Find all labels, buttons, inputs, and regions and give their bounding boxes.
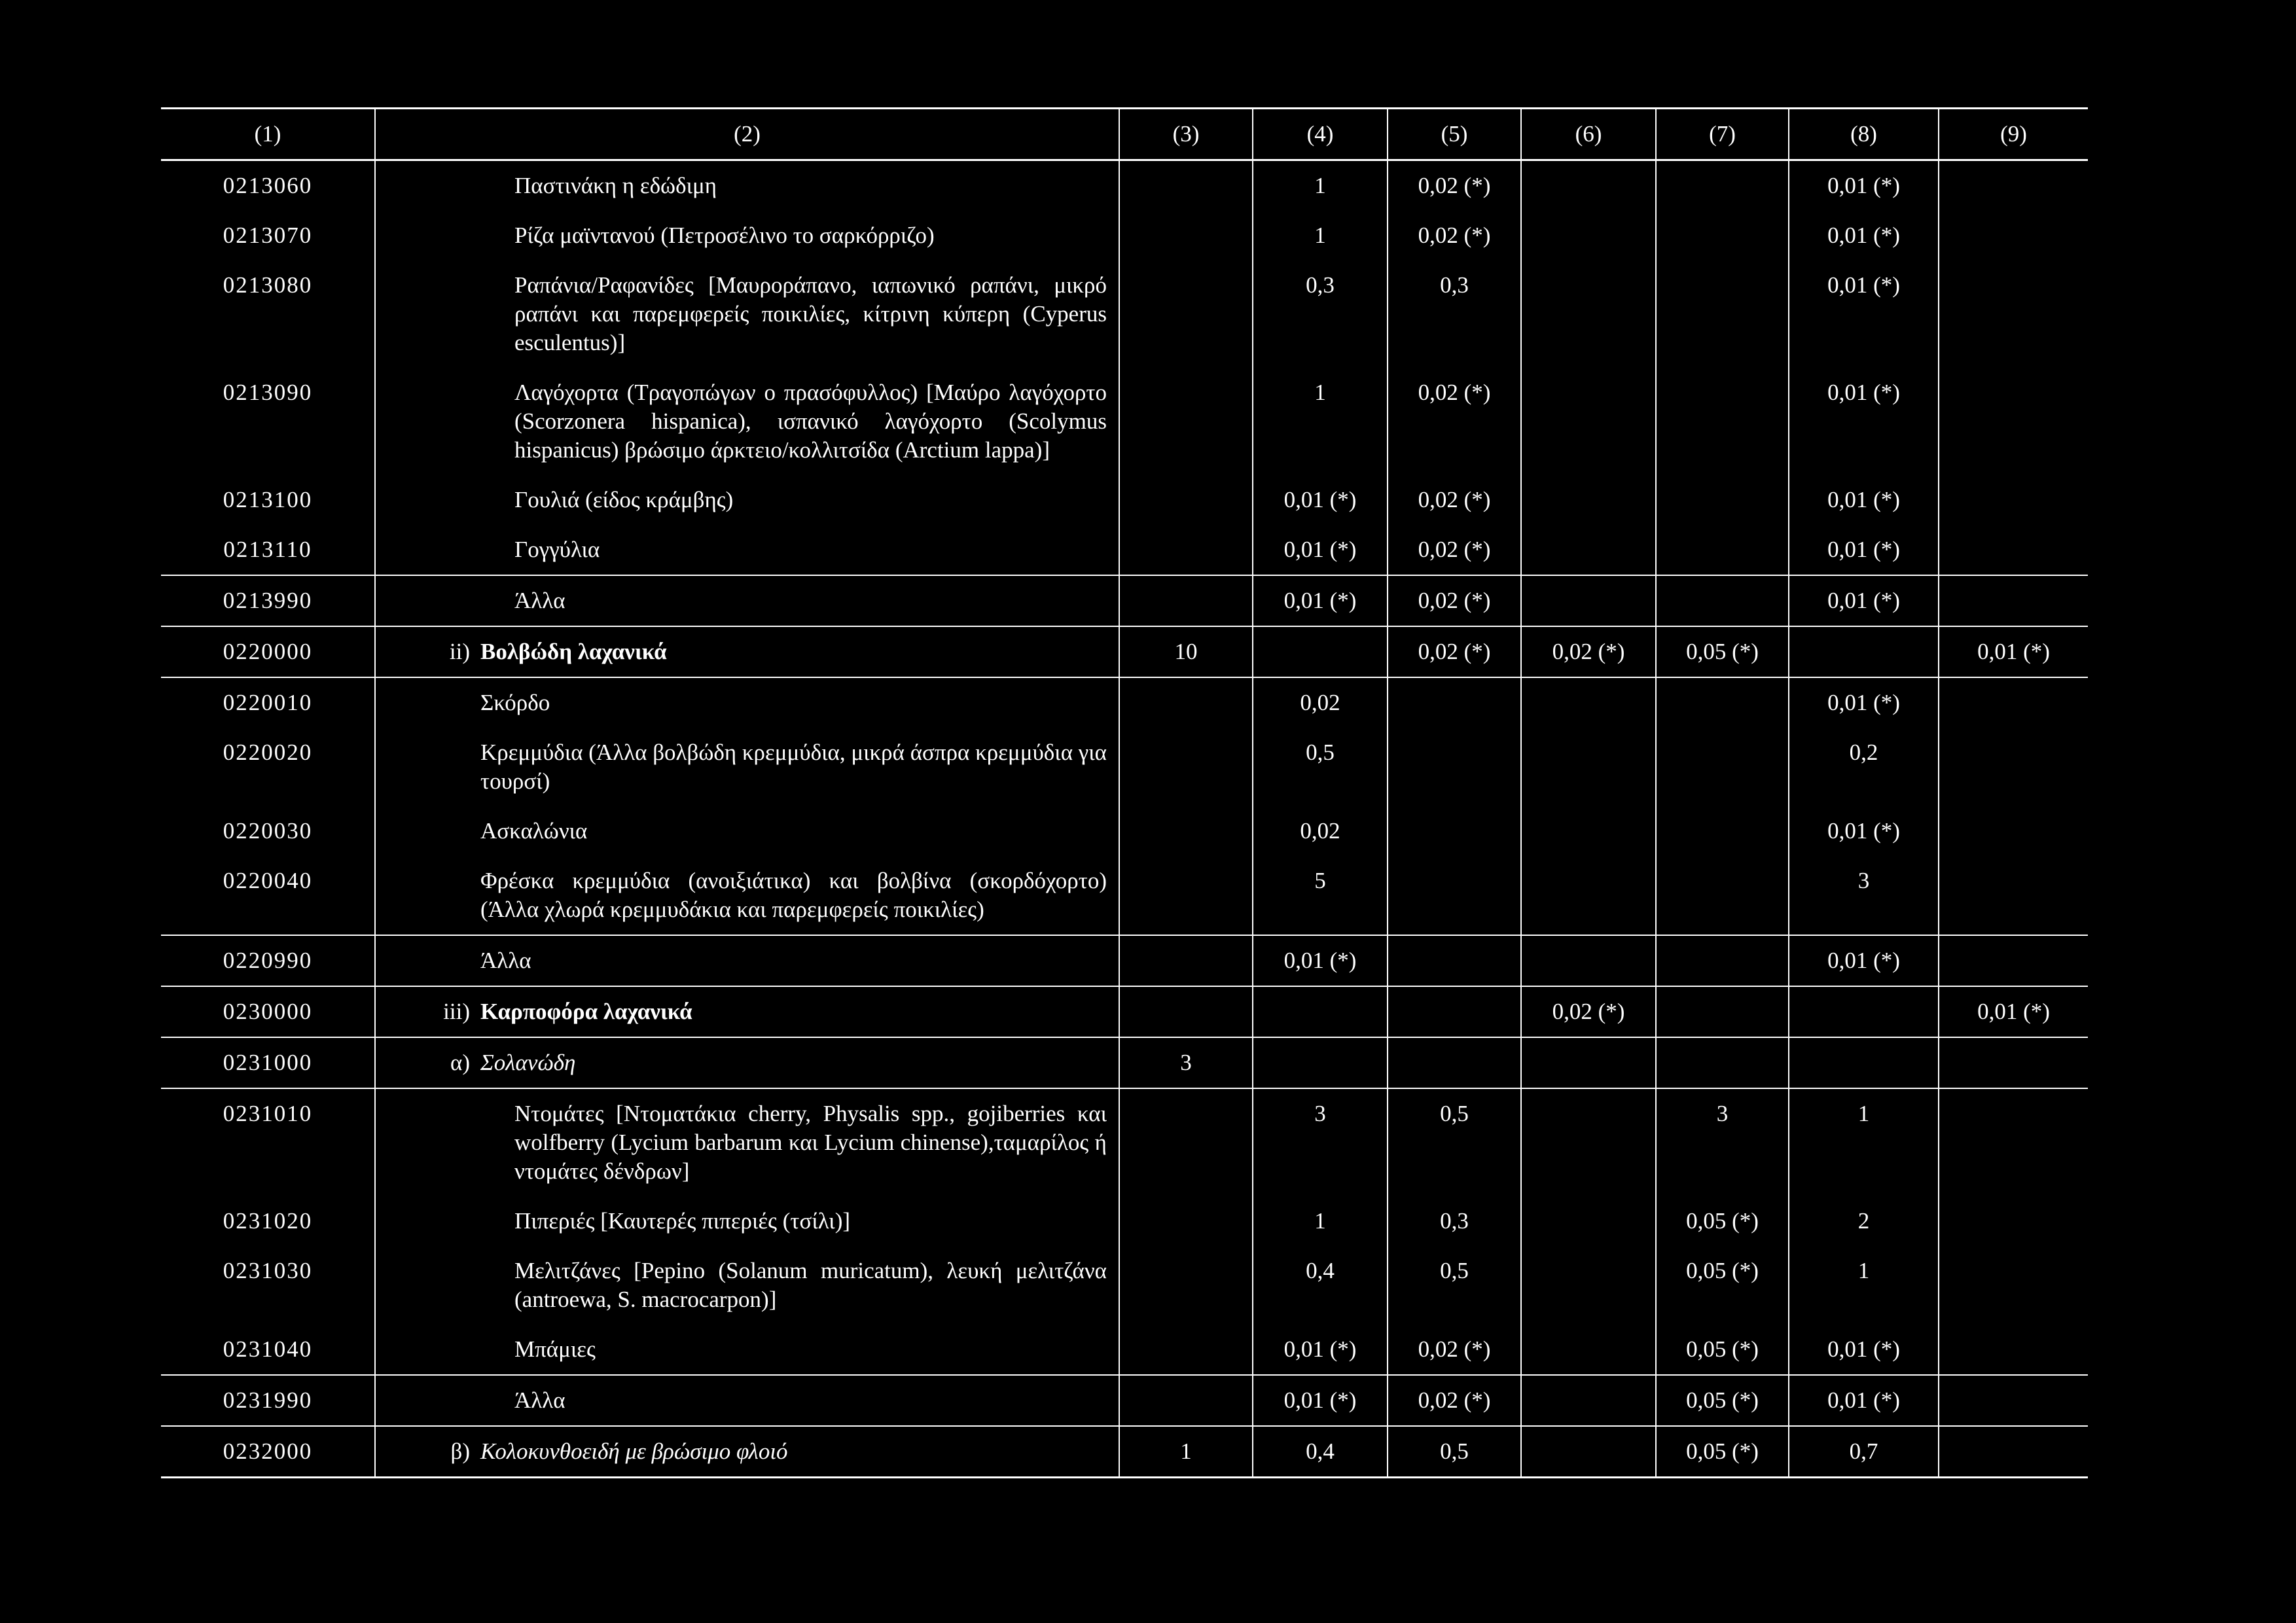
product-code: 0213110 xyxy=(161,525,375,575)
value-col8: 0,01 (*) xyxy=(1789,475,1939,525)
value-col9 xyxy=(1939,806,2088,856)
product-name-cell xyxy=(375,211,1119,260)
product-code: 0232000 xyxy=(161,1426,375,1478)
value-col6 xyxy=(1521,1037,1656,1088)
value-col5: 0,5 xyxy=(1388,1246,1521,1325)
value-col8: 1 xyxy=(1789,1088,1939,1196)
value-col9 xyxy=(1939,1375,2088,1426)
product-name: Γογγύλια xyxy=(514,537,600,562)
value-col9 xyxy=(1939,1325,2088,1375)
table-row xyxy=(161,935,2088,986)
product-name-cell xyxy=(375,368,1119,475)
value-col9 xyxy=(1939,368,2088,475)
product-name: Κρεμμύδια (Άλλα βολβώδη κρεμμύδια, μικρά άσπρα κρεμμύδια για τουρσί) xyxy=(480,740,1107,794)
value-col7 xyxy=(1656,728,1789,806)
value-col8: 0,01 (*) xyxy=(1789,806,1939,856)
product-name-cell xyxy=(375,986,1119,1037)
value-col7 xyxy=(1656,525,1789,575)
table-row xyxy=(161,806,2088,856)
value-col7 xyxy=(1656,211,1789,260)
value-col5: 0,02 (*) xyxy=(1388,525,1521,575)
value-col8: 0,01 (*) xyxy=(1789,160,1939,211)
table-row xyxy=(161,1325,2088,1375)
value-col9 xyxy=(1939,935,2088,986)
table-row xyxy=(161,1037,2088,1088)
value-col7 xyxy=(1656,986,1789,1037)
value-col8: 2 xyxy=(1789,1196,1939,1246)
value-col8 xyxy=(1789,1037,1939,1088)
value-col8: 0,01 (*) xyxy=(1789,525,1939,575)
value-col7: 0,05 (*) xyxy=(1656,1196,1789,1246)
product-name: Μπάμιες xyxy=(514,1336,596,1362)
value-col3 xyxy=(1119,525,1253,575)
value-col6 xyxy=(1521,677,1656,728)
value-col9 xyxy=(1939,1088,2088,1196)
product-name: Σκόρδο xyxy=(480,690,550,715)
product-name-cell xyxy=(375,1375,1119,1426)
group-marker: α) xyxy=(450,1050,470,1075)
value-col3: 3 xyxy=(1119,1037,1253,1088)
value-col3 xyxy=(1119,211,1253,260)
header-cell: (7) xyxy=(1656,109,1789,160)
value-col9 xyxy=(1939,1037,2088,1088)
value-col9 xyxy=(1939,728,2088,806)
product-code: 0213060 xyxy=(223,173,313,198)
value-col8: 0,01 (*) xyxy=(1789,677,1939,728)
value-col7 xyxy=(1656,260,1789,368)
value-col4 xyxy=(1253,986,1388,1037)
value-col7 xyxy=(1656,935,1789,986)
value-col8: 0,01 (*) xyxy=(1789,368,1939,475)
product-name: Ραπάνια/Ραφανίδες [Μαυροράπανο, ιαπωνικό ραπάνι, μικρό ραπάνι και παρεμφερείς ποικιλίες, κίτρινη κύπερη (Cyperus esculentus)] xyxy=(514,272,1107,355)
product-name: Ρίζα μαϊντανού (Πετροσέλινο το σαρκόρριζο) xyxy=(514,223,935,248)
product-name: Άλλα xyxy=(514,588,565,613)
value-col5: 0,3 xyxy=(1388,260,1521,368)
header-cell: (4) xyxy=(1253,109,1388,160)
value-col7: 0,05 (*) xyxy=(1656,1246,1789,1325)
product-code: 0231990 xyxy=(161,1375,375,1426)
value-col4: 1 xyxy=(1253,1196,1388,1246)
group-marker: β) xyxy=(450,1438,470,1464)
value-col7 xyxy=(1656,575,1789,626)
value-col6 xyxy=(1521,1088,1656,1196)
value-col8: 0,01 (*) xyxy=(1789,1375,1939,1426)
product-code: 0220030 xyxy=(223,818,313,844)
value-col7: 0,05 (*) xyxy=(1656,1375,1789,1426)
value-col5 xyxy=(1388,728,1521,806)
product-code: 0220000 xyxy=(161,626,375,677)
value-col4: 0,02 xyxy=(1253,806,1388,856)
value-col5: 0,02 (*) xyxy=(1388,211,1521,260)
value-col9: 0,01 (*) xyxy=(1939,986,2088,1037)
value-col6 xyxy=(1521,1246,1656,1325)
value-col5: 0,3 xyxy=(1388,1196,1521,1246)
header-row xyxy=(161,109,2088,160)
table-row xyxy=(161,160,2088,211)
table-row xyxy=(161,626,2088,677)
product-code: 0220040 xyxy=(161,856,375,935)
product-name: Άλλα xyxy=(514,1387,565,1413)
product-name: Σολανώδη xyxy=(480,1050,576,1075)
product-code: 0220990 xyxy=(161,935,375,986)
table-row xyxy=(161,856,2088,935)
value-col6 xyxy=(1521,260,1656,368)
product-name-cell xyxy=(375,856,1119,935)
value-col8: 0,7 xyxy=(1789,1426,1939,1478)
value-col8 xyxy=(1789,626,1939,677)
value-col9 xyxy=(1939,1246,2088,1325)
product-name: Λαγόχορτα (Τραγοπώγων ο πρασόφυλλος) [Μαύρο λαγόχορτο (Scorzonera hispanica), ισπανικό λαγόχορτο (Scolymus hispanicus) βρώσιμο άρκτειο/κολλιτσίδα (Arctium lappa)] xyxy=(514,380,1107,463)
value-col9 xyxy=(1939,525,2088,575)
table-row xyxy=(161,368,2088,475)
value-col3 xyxy=(1119,986,1253,1037)
header-cell: (3) xyxy=(1119,109,1253,160)
value-col7: 0,05 (*) xyxy=(1656,1426,1789,1478)
product-code: 0213090 xyxy=(223,380,313,405)
value-col4: 0,01 (*) xyxy=(1253,475,1388,525)
product-code: 0230000 xyxy=(161,986,375,1037)
table-row xyxy=(161,525,2088,575)
product-name-cell xyxy=(375,1426,1119,1478)
value-col7 xyxy=(1656,677,1789,728)
value-col7: 3 xyxy=(1656,1088,1789,1196)
value-col4: 0,01 (*) xyxy=(1253,1375,1388,1426)
product-name-cell xyxy=(375,475,1119,525)
value-col3 xyxy=(1119,1196,1253,1246)
value-col6 xyxy=(1521,475,1656,525)
product-name-cell xyxy=(375,525,1119,575)
value-col9 xyxy=(1939,856,2088,935)
value-col5: 0,02 (*) xyxy=(1388,1325,1521,1375)
value-col3 xyxy=(1119,1088,1253,1196)
value-col7 xyxy=(1656,160,1789,211)
group-marker: ii) xyxy=(449,639,470,664)
value-col3 xyxy=(1119,1375,1253,1426)
value-col9 xyxy=(1939,260,2088,368)
table-row xyxy=(161,575,2088,626)
value-col6 xyxy=(1521,728,1656,806)
table-row xyxy=(161,1196,2088,1246)
value-col8: 3 xyxy=(1789,856,1939,935)
product-code: 0231040 xyxy=(161,1325,375,1375)
table-row xyxy=(161,1426,2088,1478)
value-col4: 0,5 xyxy=(1253,728,1388,806)
value-col4: 1 xyxy=(1253,160,1388,211)
product-name: Βολβώδη λαχανικά xyxy=(480,639,667,664)
value-col8: 0,01 (*) xyxy=(1789,211,1939,260)
product-name: Ασκαλώνια xyxy=(480,818,588,844)
header-cell: (2) xyxy=(375,109,1119,160)
product-name: Κολοκυνθοειδή με βρώσιμο φλοιό xyxy=(480,1438,788,1464)
product-code: 0231000 xyxy=(161,1037,375,1088)
value-col4 xyxy=(1253,626,1388,677)
value-col7 xyxy=(1656,806,1789,856)
table-row xyxy=(161,986,2088,1037)
value-col3 xyxy=(1119,1246,1253,1325)
product-name-cell xyxy=(375,677,1119,728)
table-row xyxy=(161,211,2088,260)
value-col3 xyxy=(1119,677,1253,728)
value-col3 xyxy=(1119,806,1253,856)
product-code: 0231010 xyxy=(223,1101,313,1126)
table-row xyxy=(161,1375,2088,1426)
product-name-cell xyxy=(375,1246,1119,1325)
product-name-cell xyxy=(375,160,1119,211)
product-name-cell xyxy=(375,260,1119,368)
value-col3 xyxy=(1119,728,1253,806)
value-col7: 0,05 (*) xyxy=(1656,626,1789,677)
table-row xyxy=(161,1088,2088,1196)
product-code: 0220020 xyxy=(223,740,313,765)
value-col4: 0,3 xyxy=(1253,260,1388,368)
header-cell: (8) xyxy=(1789,109,1939,160)
value-col4: 1 xyxy=(1253,368,1388,475)
table-row xyxy=(161,1246,2088,1325)
value-col8: 1 xyxy=(1789,1246,1939,1325)
value-col7 xyxy=(1656,1037,1789,1088)
product-name-cell xyxy=(375,1037,1119,1088)
value-col6: 0,02 (*) xyxy=(1521,626,1656,677)
product-code: 0213070 xyxy=(223,223,313,248)
value-col6 xyxy=(1521,806,1656,856)
value-col5: 0,02 (*) xyxy=(1388,626,1521,677)
product-name-cell xyxy=(375,575,1119,626)
value-col5 xyxy=(1388,935,1521,986)
value-col5: 0,02 (*) xyxy=(1388,368,1521,475)
value-col8: 0,01 (*) xyxy=(1789,575,1939,626)
header-cell: (1) xyxy=(161,109,375,160)
value-col4: 3 xyxy=(1253,1088,1388,1196)
value-col6 xyxy=(1521,1325,1656,1375)
value-col3 xyxy=(1119,935,1253,986)
value-col9 xyxy=(1939,1426,2088,1478)
group-marker: iii) xyxy=(443,999,470,1024)
value-col9 xyxy=(1939,211,2088,260)
value-col6 xyxy=(1521,160,1656,211)
value-col3: 10 xyxy=(1119,626,1253,677)
value-col3: 1 xyxy=(1119,1426,1253,1478)
value-col7 xyxy=(1656,856,1789,935)
value-col4: 1 xyxy=(1253,211,1388,260)
value-col4 xyxy=(1253,1037,1388,1088)
table-row xyxy=(161,260,2088,368)
table-row xyxy=(161,728,2088,806)
value-col6 xyxy=(1521,1375,1656,1426)
value-col9 xyxy=(1939,575,2088,626)
value-col6: 0,02 (*) xyxy=(1521,986,1656,1037)
value-col5: 0,5 xyxy=(1388,1088,1521,1196)
product-name: Γουλιά (είδος κράμβης) xyxy=(514,487,734,512)
product-name: Άλλα xyxy=(480,948,531,973)
product-name: Μελιτζάνες [Pepino (Solanum muricatum), λευκή μελιτζάνα (antroewa, S. macrocarpon)] xyxy=(514,1258,1107,1312)
product-name-cell xyxy=(375,1196,1119,1246)
value-col6 xyxy=(1521,1196,1656,1246)
value-col3 xyxy=(1119,160,1253,211)
value-col5: 0,02 (*) xyxy=(1388,575,1521,626)
product-name-cell xyxy=(375,728,1119,806)
value-col6 xyxy=(1521,525,1656,575)
product-code: 0231020 xyxy=(223,1208,313,1234)
value-col4: 0,01 (*) xyxy=(1253,1325,1388,1375)
value-col4: 0,4 xyxy=(1253,1246,1388,1325)
product-name: Ντομάτες [Ντοματάκια cherry, Physalis spp., gojiberries και wolfberry (Lycium barbarum και Lycium chinense),ταμαρίλος ή ντομάτες δένδρων] xyxy=(514,1101,1107,1184)
value-col5 xyxy=(1388,856,1521,935)
value-col6 xyxy=(1521,368,1656,475)
value-col4: 0,01 (*) xyxy=(1253,525,1388,575)
value-col3 xyxy=(1119,575,1253,626)
value-col4: 0,01 (*) xyxy=(1253,935,1388,986)
mrl-table xyxy=(161,107,2088,1478)
product-name: Φρέσκα κρεμμύδια (ανοιξιάτικα) και βολβίνα (σκορδόχορτο) (Άλλα χλωρά κρεμμυδάκια και παρεμφερείς ποικιλίες) xyxy=(480,868,1107,922)
value-col5 xyxy=(1388,677,1521,728)
value-col3 xyxy=(1119,260,1253,368)
product-code: 0213100 xyxy=(223,487,313,512)
value-col6 xyxy=(1521,935,1656,986)
value-col8: 0,01 (*) xyxy=(1789,1325,1939,1375)
value-col9: 0,01 (*) xyxy=(1939,626,2088,677)
value-col9 xyxy=(1939,160,2088,211)
header-cell: (9) xyxy=(1939,109,2088,160)
value-col5: 0,02 (*) xyxy=(1388,1375,1521,1426)
value-col9 xyxy=(1939,475,2088,525)
value-col5 xyxy=(1388,806,1521,856)
header-cell: (5) xyxy=(1388,109,1521,160)
value-col5: 0,5 xyxy=(1388,1426,1521,1478)
product-name: Καρποφόρα λαχανικά xyxy=(480,999,692,1024)
value-col7: 0,05 (*) xyxy=(1656,1325,1789,1375)
value-col9 xyxy=(1939,677,2088,728)
value-col8: 0,01 (*) xyxy=(1789,935,1939,986)
product-code: 0213990 xyxy=(161,575,375,626)
product-name-cell xyxy=(375,935,1119,986)
value-col5 xyxy=(1388,1037,1521,1088)
product-name-cell xyxy=(375,1088,1119,1196)
value-col8: 0,2 xyxy=(1789,728,1939,806)
table-row xyxy=(161,677,2088,728)
value-col5: 0,02 (*) xyxy=(1388,160,1521,211)
product-name-cell xyxy=(375,1325,1119,1375)
product-code: 0231030 xyxy=(223,1258,313,1283)
product-name: Πιπεριές [Καυτερές πιπεριές (τσίλι)] xyxy=(514,1208,851,1234)
value-col5: 0,02 (*) xyxy=(1388,475,1521,525)
value-col4: 5 xyxy=(1253,856,1388,935)
value-col7 xyxy=(1656,368,1789,475)
value-col3 xyxy=(1119,368,1253,475)
value-col6 xyxy=(1521,1426,1656,1478)
value-col5 xyxy=(1388,986,1521,1037)
value-col9 xyxy=(1939,1196,2088,1246)
product-name-cell xyxy=(375,806,1119,856)
value-col4: 0,02 xyxy=(1253,677,1388,728)
header-cell: (6) xyxy=(1521,109,1656,160)
product-code: 0213080 xyxy=(223,272,313,298)
value-col6 xyxy=(1521,575,1656,626)
product-name-cell xyxy=(375,626,1119,677)
value-col3 xyxy=(1119,1325,1253,1375)
table-row xyxy=(161,475,2088,525)
value-col6 xyxy=(1521,856,1656,935)
product-code: 0220010 xyxy=(223,690,313,715)
value-col8 xyxy=(1789,986,1939,1037)
value-col4: 0,4 xyxy=(1253,1426,1388,1478)
value-col7 xyxy=(1656,475,1789,525)
product-name: Παστινάκη η εδώδιμη xyxy=(514,173,717,198)
value-col3 xyxy=(1119,856,1253,935)
value-col4: 0,01 (*) xyxy=(1253,575,1388,626)
value-col3 xyxy=(1119,475,1253,525)
value-col8: 0,01 (*) xyxy=(1789,260,1939,368)
value-col6 xyxy=(1521,211,1656,260)
